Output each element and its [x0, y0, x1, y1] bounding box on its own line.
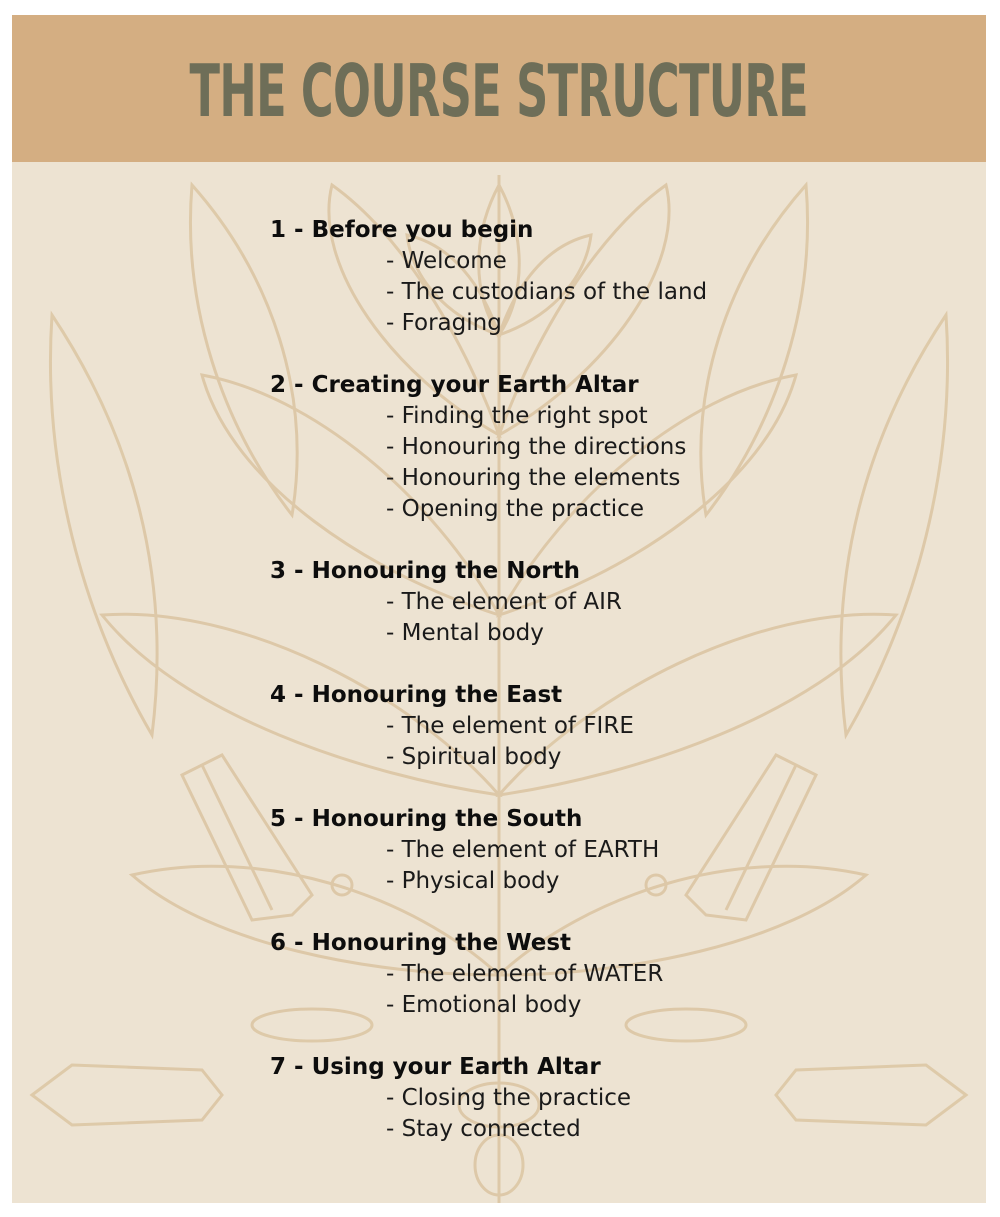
header-banner	[12, 15, 986, 162]
module-title: 4 - Honouring the East	[270, 682, 563, 708]
module-topic: - Stay connected	[386, 1116, 581, 1142]
module-topic: - The element of WATER	[386, 961, 664, 987]
document-page	[12, 15, 986, 1203]
module-topic: - Honouring the elements	[386, 465, 681, 491]
module-topic: - Foraging	[386, 310, 502, 336]
module-title: 2 - Creating your Earth Altar	[270, 372, 639, 398]
module-topic: - The custodians of the land	[386, 279, 708, 305]
module-4	[270, 680, 830, 773]
module-2	[270, 370, 830, 525]
module-topic: - Honouring the directions	[386, 434, 687, 460]
module-title: 5 - Honouring the South	[270, 806, 583, 832]
module-topic: - The element of FIRE	[386, 713, 634, 739]
module-title: 7 - Using your Earth Altar	[270, 1054, 601, 1080]
module-title: 1 - Before you begin	[270, 217, 534, 243]
module-topic: - Finding the right spot	[386, 403, 648, 429]
module-topic: - Welcome	[386, 248, 507, 274]
module-5	[270, 804, 830, 897]
module-topic: - Mental body	[386, 620, 544, 646]
module-topic: - The element of EARTH	[386, 837, 660, 863]
module-1	[270, 215, 830, 339]
module-topic: - Closing the practice	[386, 1085, 632, 1111]
module-6	[270, 928, 830, 1021]
course-outline	[270, 215, 830, 1176]
module-topic: - Opening the practice	[386, 496, 644, 522]
page-title: THE COURSE STRUCTURE	[189, 48, 809, 133]
module-title: 3 - Honouring the North	[270, 558, 580, 584]
module-title: 6 - Honouring the West	[270, 930, 572, 956]
module-topic: - The element of AIR	[386, 589, 622, 615]
module-topic: - Emotional body	[386, 992, 582, 1018]
module-7	[270, 1052, 830, 1145]
module-3	[270, 556, 830, 649]
module-topic: - Spiritual body	[386, 744, 562, 770]
module-topic: - Physical body	[386, 868, 560, 894]
